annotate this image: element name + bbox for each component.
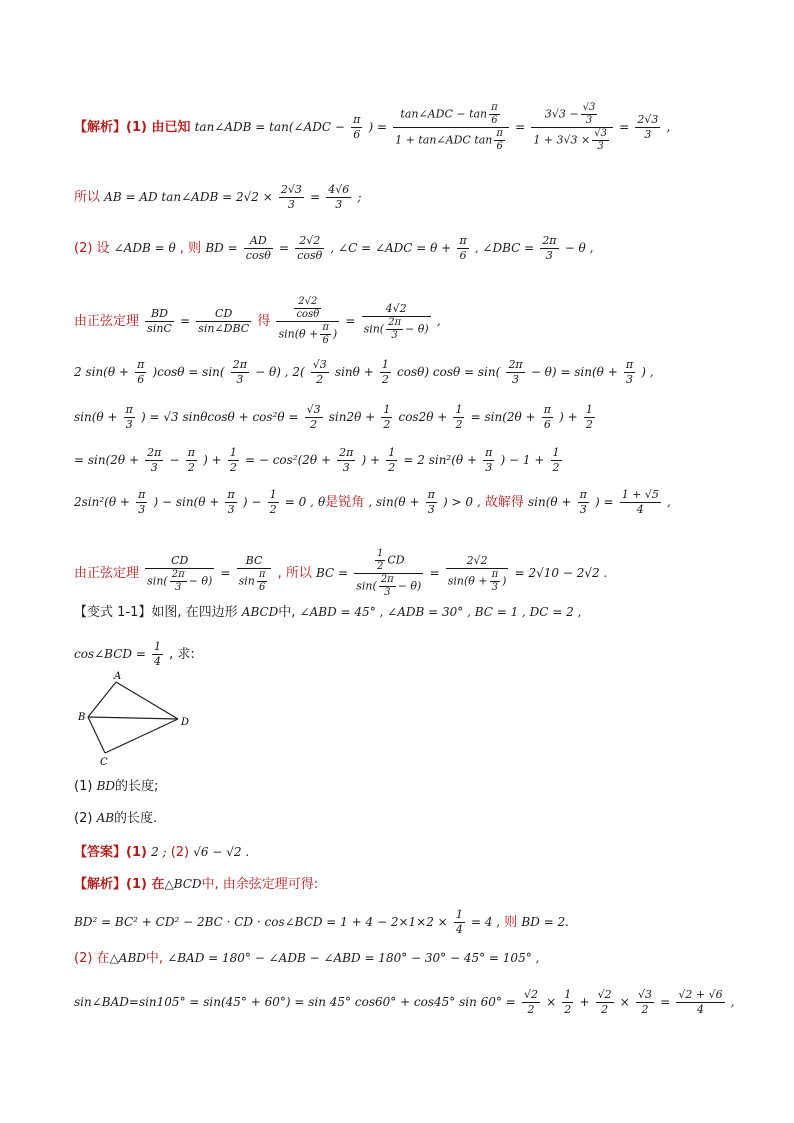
fraction: $\frac{CD}{\text{sin∠DBC}}$ xyxy=(198,307,250,335)
bad-angle-line: (2) 在△ABD中, ∠BAD = 180° − ∠ADB − ∠ABD = 180° − 30° − 45° = 105° , xyxy=(74,951,540,966)
fraction: $\frac{2√2}{\cos\theta}$ sin(θ + $\frac{\pi}{6}$ ) xyxy=(278,296,338,346)
solve-line: 2sin²(θ + $\frac{\pi}{3}$ ) − sin(θ + $\frac{\pi}{3}$ ) − $\frac{1}{2}$ = 0 , θ是锐角 , sin(θ + $\frac{\pi}{3}$ ) > 0 , 故解得 sin(θ + $\frac{\pi}{3}$ ) = $\frac{1 + √5}{4}$ , xyxy=(74,488,671,516)
variant-cos-line: cos∠BCD = $\frac{1}{4}$ , 求: xyxy=(74,640,195,668)
quadrilateral-figure xyxy=(74,668,194,768)
edge-cd xyxy=(105,719,178,753)
answer-label: 【答案】(1) xyxy=(74,845,147,860)
fraction: $\frac{BD}{\sin C}$ xyxy=(147,307,172,335)
edge-ab xyxy=(88,682,116,717)
vertex-label-b: B xyxy=(78,712,86,723)
so-text: 所以 xyxy=(74,190,101,205)
fraction: $\frac{4√6}{3}$ xyxy=(328,183,350,211)
sine-law-line: 由正弦定理 $\frac{BD}{\sin C}$ = $\frac{CD}{\text{sin∠DBC}}$ 得 $\frac{2√2}{\cos\theta}$ sin(θ + $\frac{\pi}{6}$ ) = 4√2 sin( $\frac{2\pi}{3}$ − θ) , xyxy=(74,296,441,346)
identity-line-1: 2 sin(θ + $\frac{\pi}{6}$ )cosθ = sin( $\frac{2\pi}{3}$ − θ) , 2( $\frac{√3}{2}$ sinθ + $\frac{1}{2}$ cosθ) cosθ = sin( $\frac{2\pi}{3}$ − θ) = sin(θ + $\frac{\pi}{3}$ ) , xyxy=(74,358,654,386)
math-expr: tan∠ADB = tan(∠ADC − xyxy=(194,120,345,134)
variant-title-line: 【变式 1-1】如图, 在四边形 ABCD中, ∠ABD = 45° , ∠ADB = 30° , BC = 1 , DC = 2 , xyxy=(74,605,582,620)
fraction: 4√2 sin( $\frac{2\pi}{3}$ − θ) xyxy=(363,301,429,341)
question-2: (2) AB的长度. xyxy=(74,811,158,826)
fraction: $\frac{2√2}{\cos\theta}$ xyxy=(297,234,323,262)
part2-setup-line: (2) 设 ∠ADB = θ , 则 BD = $\frac{AD}{\cos\theta}$ = $\frac{2√2}{\cos\theta}$ , ∠C = ∠ADC = θ + $\frac{\pi}{6}$ , ∠DBC = $\frac{2\pi}{3}$ − θ , xyxy=(74,234,594,262)
ab-line: 所以 AB = AD tan∠ADB = 2√2 × $\frac{2√3}{3}$ = $\frac{4√6}{3}$ ; xyxy=(74,183,362,211)
fraction: tan∠ADC − tan $\frac{\pi}{6}$ 1 + tan∠ADC tan $\frac{\pi}{6}$ xyxy=(393,102,509,153)
fraction: $\frac{2√3}{3}$ xyxy=(280,183,302,211)
fraction: $\frac{2\pi}{3}$ xyxy=(542,234,557,262)
edge-bc xyxy=(88,717,105,753)
fraction: $\frac{AD}{\cos\theta}$ xyxy=(245,234,271,262)
bd-cosine-line: BD² = BC² + CD² − 2BC · CD · cos∠BCD = 1 + 4 − 2×1×2 × $\frac{1}{4}$ = 4 , 则 BD = 2. xyxy=(74,908,569,936)
question-1: (1) BD的长度; xyxy=(74,779,159,794)
answer-line: 【答案】(1) 2 ; (2) √6 − √2 . xyxy=(74,845,250,860)
diagonal-bd xyxy=(88,717,178,719)
analysis-label: 【解析】(1) 由已知 xyxy=(74,120,191,135)
vertex-label-a: A xyxy=(114,671,122,682)
identity-line-2: sin(θ + $\frac{\pi}{3}$ ) = √3 sinθcosθ + cos²θ = $\frac{√3}{2}$ sin2θ + $\frac{1}{2}$ cos2θ + $\frac{1}{2}$ = sin(2θ + $\frac{\pi}{6}$ ) + $\frac{1}{2}$ xyxy=(74,403,593,431)
fraction: $\frac{\pi}{6}$ xyxy=(459,234,467,262)
analysis2-line: 【解析】(1) 在△BCD中, 由余弦定理可得: xyxy=(74,877,319,892)
fraction: $\frac{\pi}{6}$ xyxy=(353,113,361,141)
bc-result-line: 由正弦定理 CD sin( $\frac{2\pi}{3}$ − θ) = BC sin $\frac{\pi}{6}$ , 所以 BC = $\frac{1}{2}$ CD sin( $\frac{2\pi}{3}$ − θ) = 2√2 sin(θ + $\frac{\pi}{3}$ ) = 2√10 − 2√2 . xyxy=(74,548,608,598)
fraction: $\frac{2√3}{3}$ xyxy=(637,113,659,141)
identity-line-3: = sin(2θ + $\frac{2\pi}{3}$ − $\frac{\pi}{2}$ ) + $\frac{1}{2}$ = − cos²(2θ + $\frac{2\pi}{3}$ ) + $\frac{1}{2}$ = 2 sin²(θ + $\frac{\pi}{3}$ ) − 1 + $\frac{1}{2}$ xyxy=(74,446,560,474)
fraction: 3√3 − $\frac{√3}{3}$ 1 + 3√3 × $\frac{√3}{3}$ xyxy=(531,102,613,153)
vertex-label-d: D xyxy=(181,717,190,728)
analysis1-line: 【解析】(1) 由已知 tan∠ADB = tan(∠ADC − $\frac{\pi}{6}$ ) = tan∠ADC − tan $\frac{\pi}{6}$ 1 + tan∠ADC tan $\frac{\pi}{6}$ = 3√3 − $\frac{√3}{3}$ 1 + 3√3 × $\frac{√3}{3}$ = $\frac{2√3}{3}$ , xyxy=(74,102,671,152)
sin-bad-line: sin∠BAD=sin105° = sin(45° + 60°) = sin 45° cos60° + cos45° sin 60° = $\frac{√2}{2}$ × $\frac{1}{2}$ + $\frac{√2}{2}$ × $\frac{√3}{2}$ = $\frac{√2 + √6}{4}$ , xyxy=(74,988,735,1016)
variant-label: 【变式 1-1】如图, 在四边形 xyxy=(74,605,238,620)
edge-ad xyxy=(116,682,178,719)
vertex-label-c: C xyxy=(100,757,108,768)
